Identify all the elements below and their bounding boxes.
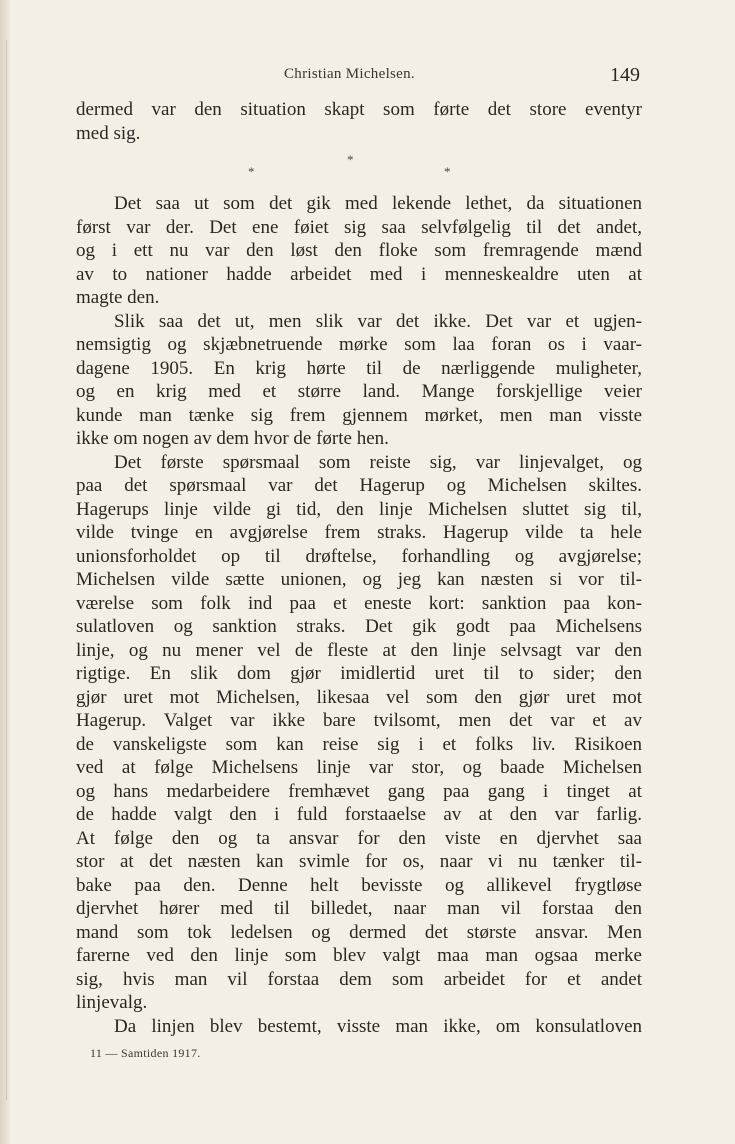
paragraph — [76, 98, 642, 145]
text-line: de vanskeligste som kan reise sig i et folks liv. Risikoen — [76, 733, 642, 755]
text-line: bake paa den. Denne helt bevisste og allikevel frygtløse — [76, 874, 642, 896]
separator-star: * — [444, 164, 451, 179]
text-line: magte den. — [76, 287, 160, 308]
text-line: Det første spørsmaal som reiste sig, var linjevalget, og — [114, 451, 642, 473]
text-line: Da linjen blev bestemt, visste man ikke, om konsulatloven — [114, 1015, 642, 1037]
paragraph — [76, 310, 642, 451]
text-line: ikke om nogen av dem hvor de førte hen. — [76, 428, 389, 449]
text-line: unionsforholdet op til drøftelse, forhandling og avgjørelse; — [76, 545, 642, 567]
text-line: nemsigtig og skjæbnetruende mørke som laa foran os i vaar- — [76, 334, 642, 355]
body-text — [76, 98, 642, 1038]
text-line: At følge den og ta ansvar for den viste en djervhet saa — [76, 827, 642, 849]
text-line: og en krig med et større land. Mange forskjellige veier — [76, 381, 642, 402]
text-line: Hagerups linje vilde gi tid, den linje Michelsen sluttet sig til, — [76, 498, 642, 520]
text-line: først var der. Det ene føiet sig saa selvfølgelig til det andet, — [76, 216, 642, 238]
separator-star: * — [248, 164, 255, 179]
section-separator — [76, 145, 642, 192]
text-line: sig, hvis man vil forstaa dem som arbeidet for et andet — [76, 968, 642, 990]
separator-star: * — [347, 152, 354, 167]
text-line: Det saa ut som det gik med lekende lethet, da situationen — [114, 193, 642, 214]
text-line: og hans medarbeidere fremhævet gang paa gang i tinget at — [76, 780, 642, 802]
running-head — [0, 64, 735, 88]
running-title: Christian Michelsen. — [284, 66, 415, 82]
page-number: 149 — [610, 64, 640, 86]
text-line: linje, og nu mener vel de fleste at den linje selvsagt var den — [76, 639, 642, 661]
text-line: dermed var den situation skapt som førte det store eventyr — [76, 99, 642, 120]
paragraph — [76, 451, 642, 1015]
text-line: dagene 1905. En krig hørte til de nærliggende muligheter, — [76, 357, 642, 379]
paragraph — [76, 1015, 642, 1039]
signature-mark: 11 — Samtiden 1917. — [90, 1046, 201, 1060]
text-line: Michelsen vilde sætte unionen, og jeg kan næsten si vor til- — [76, 569, 642, 590]
text-line: kunde man tænke sig frem gjennem mørket, men man visste — [76, 404, 642, 426]
text-line: mand som tok ledelsen og dermed det største ansvar. Men — [76, 921, 642, 943]
text-line: Slik saa det ut, men slik var det ikke. Det var et ugjen- — [114, 310, 642, 332]
text-line: sulatloven og sanktion straks. Det gik godt paa Michelsens — [76, 616, 642, 637]
text-line: linjevalg. — [76, 992, 148, 1013]
text-line: paa det spørsmaal var det Hagerup og Michelsen skiltes. — [76, 475, 642, 496]
text-line: rigtige. En slik dom gjør imidlertid uret til to sider; den — [76, 663, 642, 684]
text-line: farerne ved den linje som blev valgt maa man ogsaa merke — [76, 945, 642, 966]
text-line: værelse som folk ind paa et eneste kort: sanktion paa kon- — [76, 592, 642, 614]
page-fold-line — [6, 40, 7, 1100]
text-line: de hadde valgt den i fuld forstaaelse av at den var farlig. — [76, 804, 642, 825]
text-line: med sig. — [76, 122, 141, 144]
paragraph — [76, 192, 642, 310]
text-line: og i ett nu var den løst den floke som fremragende mænd — [76, 240, 642, 261]
text-line: djervhet hører med til billedet, naar man vil forstaa den — [76, 898, 642, 919]
text-line: ved at følge Michelsens linje var stor, og baade Michelsen — [76, 757, 642, 778]
text-line: vilde tvinge en avgjørelse frem straks. Hagerup vilde ta hele — [76, 522, 642, 543]
page-edge-shadow — [0, 0, 10, 1144]
text-line: av to nationer hadde arbeidet med i menneskealdre uten at — [76, 263, 642, 285]
text-line: Hagerup. Valget var ikke bare tvilsomt, men det var et av — [76, 710, 642, 731]
text-line: gjør uret mot Michelsen, likesaa vel som den gjør uret mot — [76, 686, 642, 708]
text-line: stor at det næsten kan svimle for os, naar vi nu tænker til- — [76, 851, 642, 872]
